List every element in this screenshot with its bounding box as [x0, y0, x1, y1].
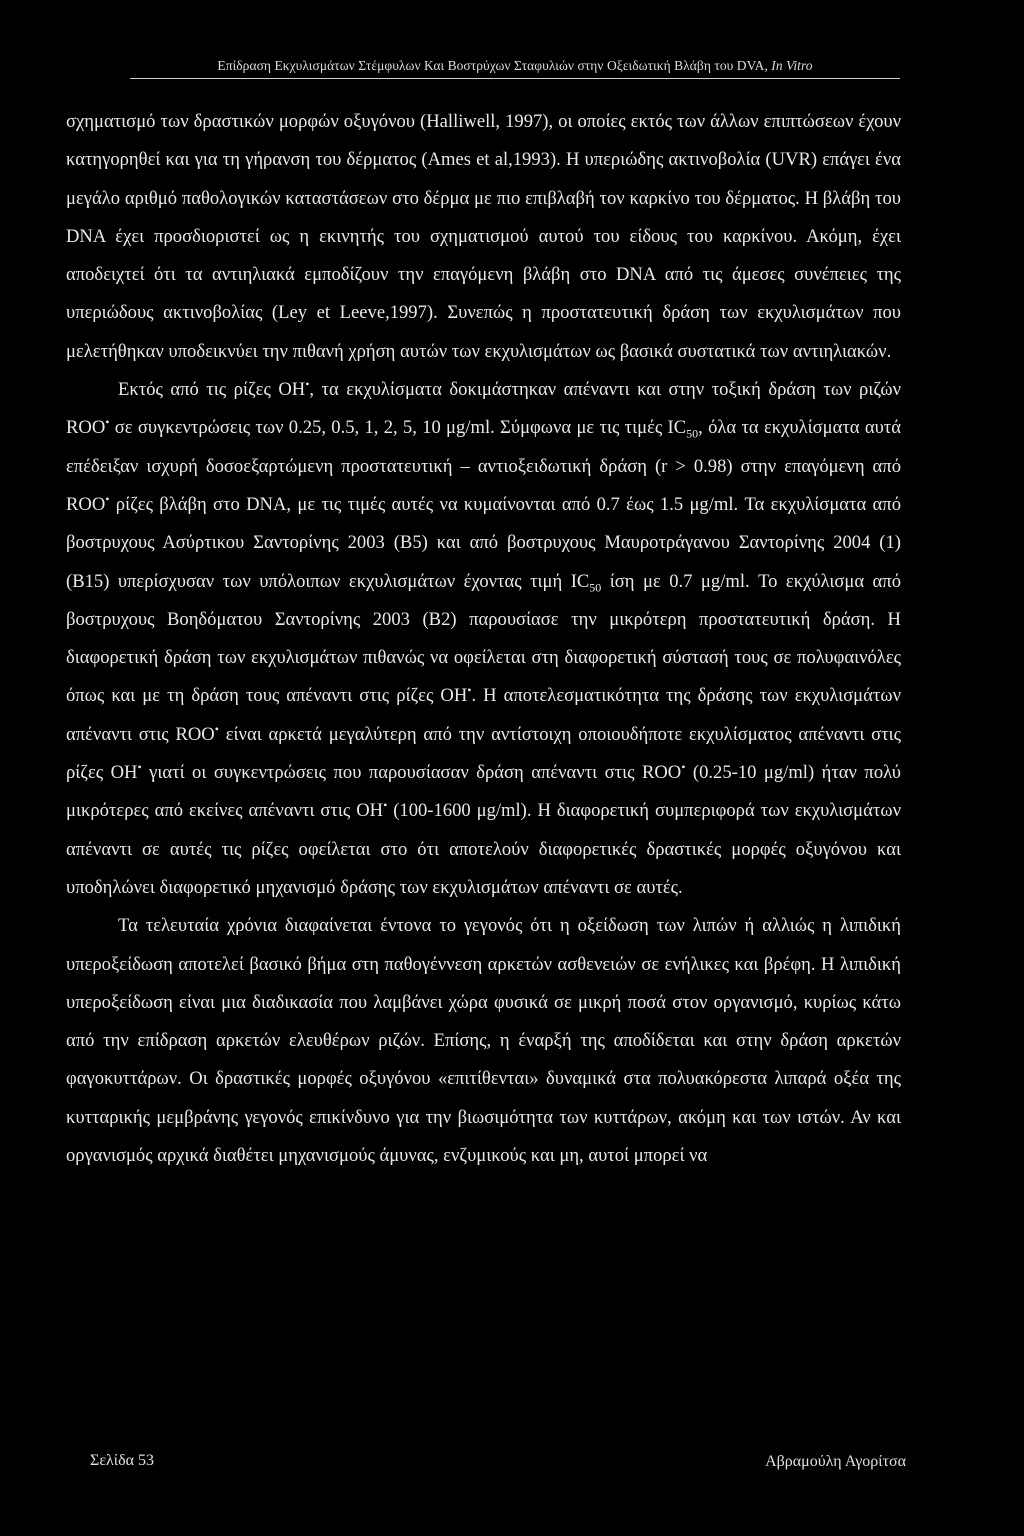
running-header-title: Επίδραση Εκχυλισμάτων Στέμφυλων Και Βοστρύχων Σταφυλιών στην Οξειδωτική Βλάβη του DVA,: [217, 58, 772, 73]
body-text: [66, 103, 901, 1175]
radical-dot: •: [383, 798, 388, 813]
radical-dot: •: [214, 721, 219, 736]
running-header: [130, 58, 900, 74]
paragraph-2: Εκτός από τις ρίζες OH•, τα εκχυλίσματα δοκιμάστηκαν απέναντι και στην τοξική δράση των ριζών ROO• σε συγκεντρώσεις των 0.25, 0.5, 1, 2, 5, 10 μg/ml. Σύμφωνα με τις τιμές $IC_{50}$, όλα τα εκχυλίσματα αυτά επέδειξαν ισχυρή δοσοεξαρτώμενη προστατευτική – αντιοξειδωτική δράση (r > 0.98) στην επαγόμενη από ROO• ρίζες βλάβη στο DNA, με τις τιμές αυτές να κυμαίνονται από 0.7 έως 1.5 μg/ml. Τα εκχυλίσματα από βοστρυχους Ασύρτικου Σαντορίνης 2003 (B5) και από βοστρυχους Μαυροτράγανου Σαντορίνης 2004 (1) (B15) υπερίσχυσαν των υπόλοιπων εκχυλισμάτων έχοντας τιμή $IC_{50}$ ίση με 0.7 μg/ml. Το εκχύλισμα από βοστρυχους Βοηδόματου Σαντορίνης 2003 (B2) παρουσίασε την μικρότερη προστατευτική δράση. Η διαφορετική δράση των εκχυλισμάτων πιθανώς να οφείλεται στη διαφορετική σύστασή τους σε πολυφαινόλες όπως και με τη δράση τους απέναντι στις ρίζες OH•. Η αποτελεσματικότητα της δράσης των εκχυλισμάτων απέναντι στις ROO• είναι αρκετά μεγαλύτερη από την αντίστοιχη οποιουδήποτε εκχυλίσματος απέναντι στις ρίζες OH• γιατί οι συγκεντρώσεις που παρουσίασαν δράση απέναντι στις ROO• (0.25-10 μg/ml) ήταν πολύ μικρότερες από εκείνες απέναντι στις OH• (100-1600 μg/ml). Η διαφορετική συμπεριφορά των εκχυλισμάτων απέναντι σε αυτές τις ρίζες οφείλεται στο ότι αποτελούν διαφορετικές δραστικές μορφές οξυγόνου και υποδηλώνει διαφορετικό μηχανισμό δράσης των εκχυλισμάτων απέναντι σε αυτές.: [66, 376, 902, 898]
header-rule: [130, 78, 900, 79]
radical-dot: •: [137, 759, 142, 774]
radical-dot: •: [467, 683, 472, 698]
subscript-50: 50: [686, 427, 699, 442]
radical-dot: •: [681, 759, 686, 774]
radical-dot: •: [105, 491, 110, 506]
footer-author: Αβραμούλη Αγορίτσα: [765, 1453, 906, 1470]
radical-dot: •: [105, 415, 110, 430]
paragraph-1: σχηματισμό των δραστικών μορφών οξυγόνου (Halliwell, 1997), οι οποίες εκτός των άλλων επιπτώσεων έχουν κατηγορηθεί και για τη γήρανση του δέρματος (Ames et al,1993). Η υπεριώδης ακτινοβολία (UVR) επάγει ένα μεγάλο αριθμό παθολογικών καταστάσεων στο δέρμα με πιο επιβλαβή τον καρκίνο του δέρματος. Η βλάβη του DNA έχει προσδιοριστεί ως η εκινητής του σχηματισμού αυτού του είδους του καρκίνου. Ακόμη, έχει αποδειχτεί ότι τα αντιηλιακά εμποδίζουν την επαγόμενη βλάβη στο DNA από τις άμεσες συνέπειες της υπεριώδους ακτινοβολίας (Ley et Leeve,1997). Συνεπώς η προστατευτική δράση των εκχυλισμάτων που μελετήθηκαν υποδεικνύει την πιθανή χρήση αυτών των εκχυλισμάτων ως βασικά συστατικά των αντιηλιακών.: [66, 111, 901, 362]
page-number: Σελίδα 53: [90, 1452, 155, 1469]
subscript-50: 50: [589, 580, 602, 595]
radical-dot: •: [305, 376, 310, 391]
paragraph-3: Τα τελευταία χρόνια διαφαίνεται έντονα το γεγονός ότι η οξείδωση των λιπών ή αλλιώς η λιπιδική υπεροξείδωση αποτελεί βασικό βήμα στη παθογέννεση αρκετών ασθενειών σε ενήλικες και βρέφη. Η λιπιδική υπεροξείδωση είναι μια διαδικασία που λαμβάνει χώρα φυσικά σε μικρή ποσά στον οργανισμό, κυρίως κάτω από την επίδραση αρκετών ελευθέρων ριζών. Επίσης, η έναρξή της αποδίδεται και στην δράση αρκετών φαγοκυττάρων. Οι δραστικές μορφές οξυγόνου «επιτίθενται» δυναμικά στα πολυακόρεστα λιπαρά οξέα της κυτταρικής μεμβράνης γεγονός επικίνδυνο για την βιωσιμότητα των κυττάρων, ακόμη και των ιστών. Αν και οργανισμός αρχικά διαθέτει μηχανισμούς άμυνας, ενζυμικούς και μη, αυτοί μπορεί να: [66, 915, 901, 1167]
running-header-italic: In Vitro: [771, 58, 813, 73]
